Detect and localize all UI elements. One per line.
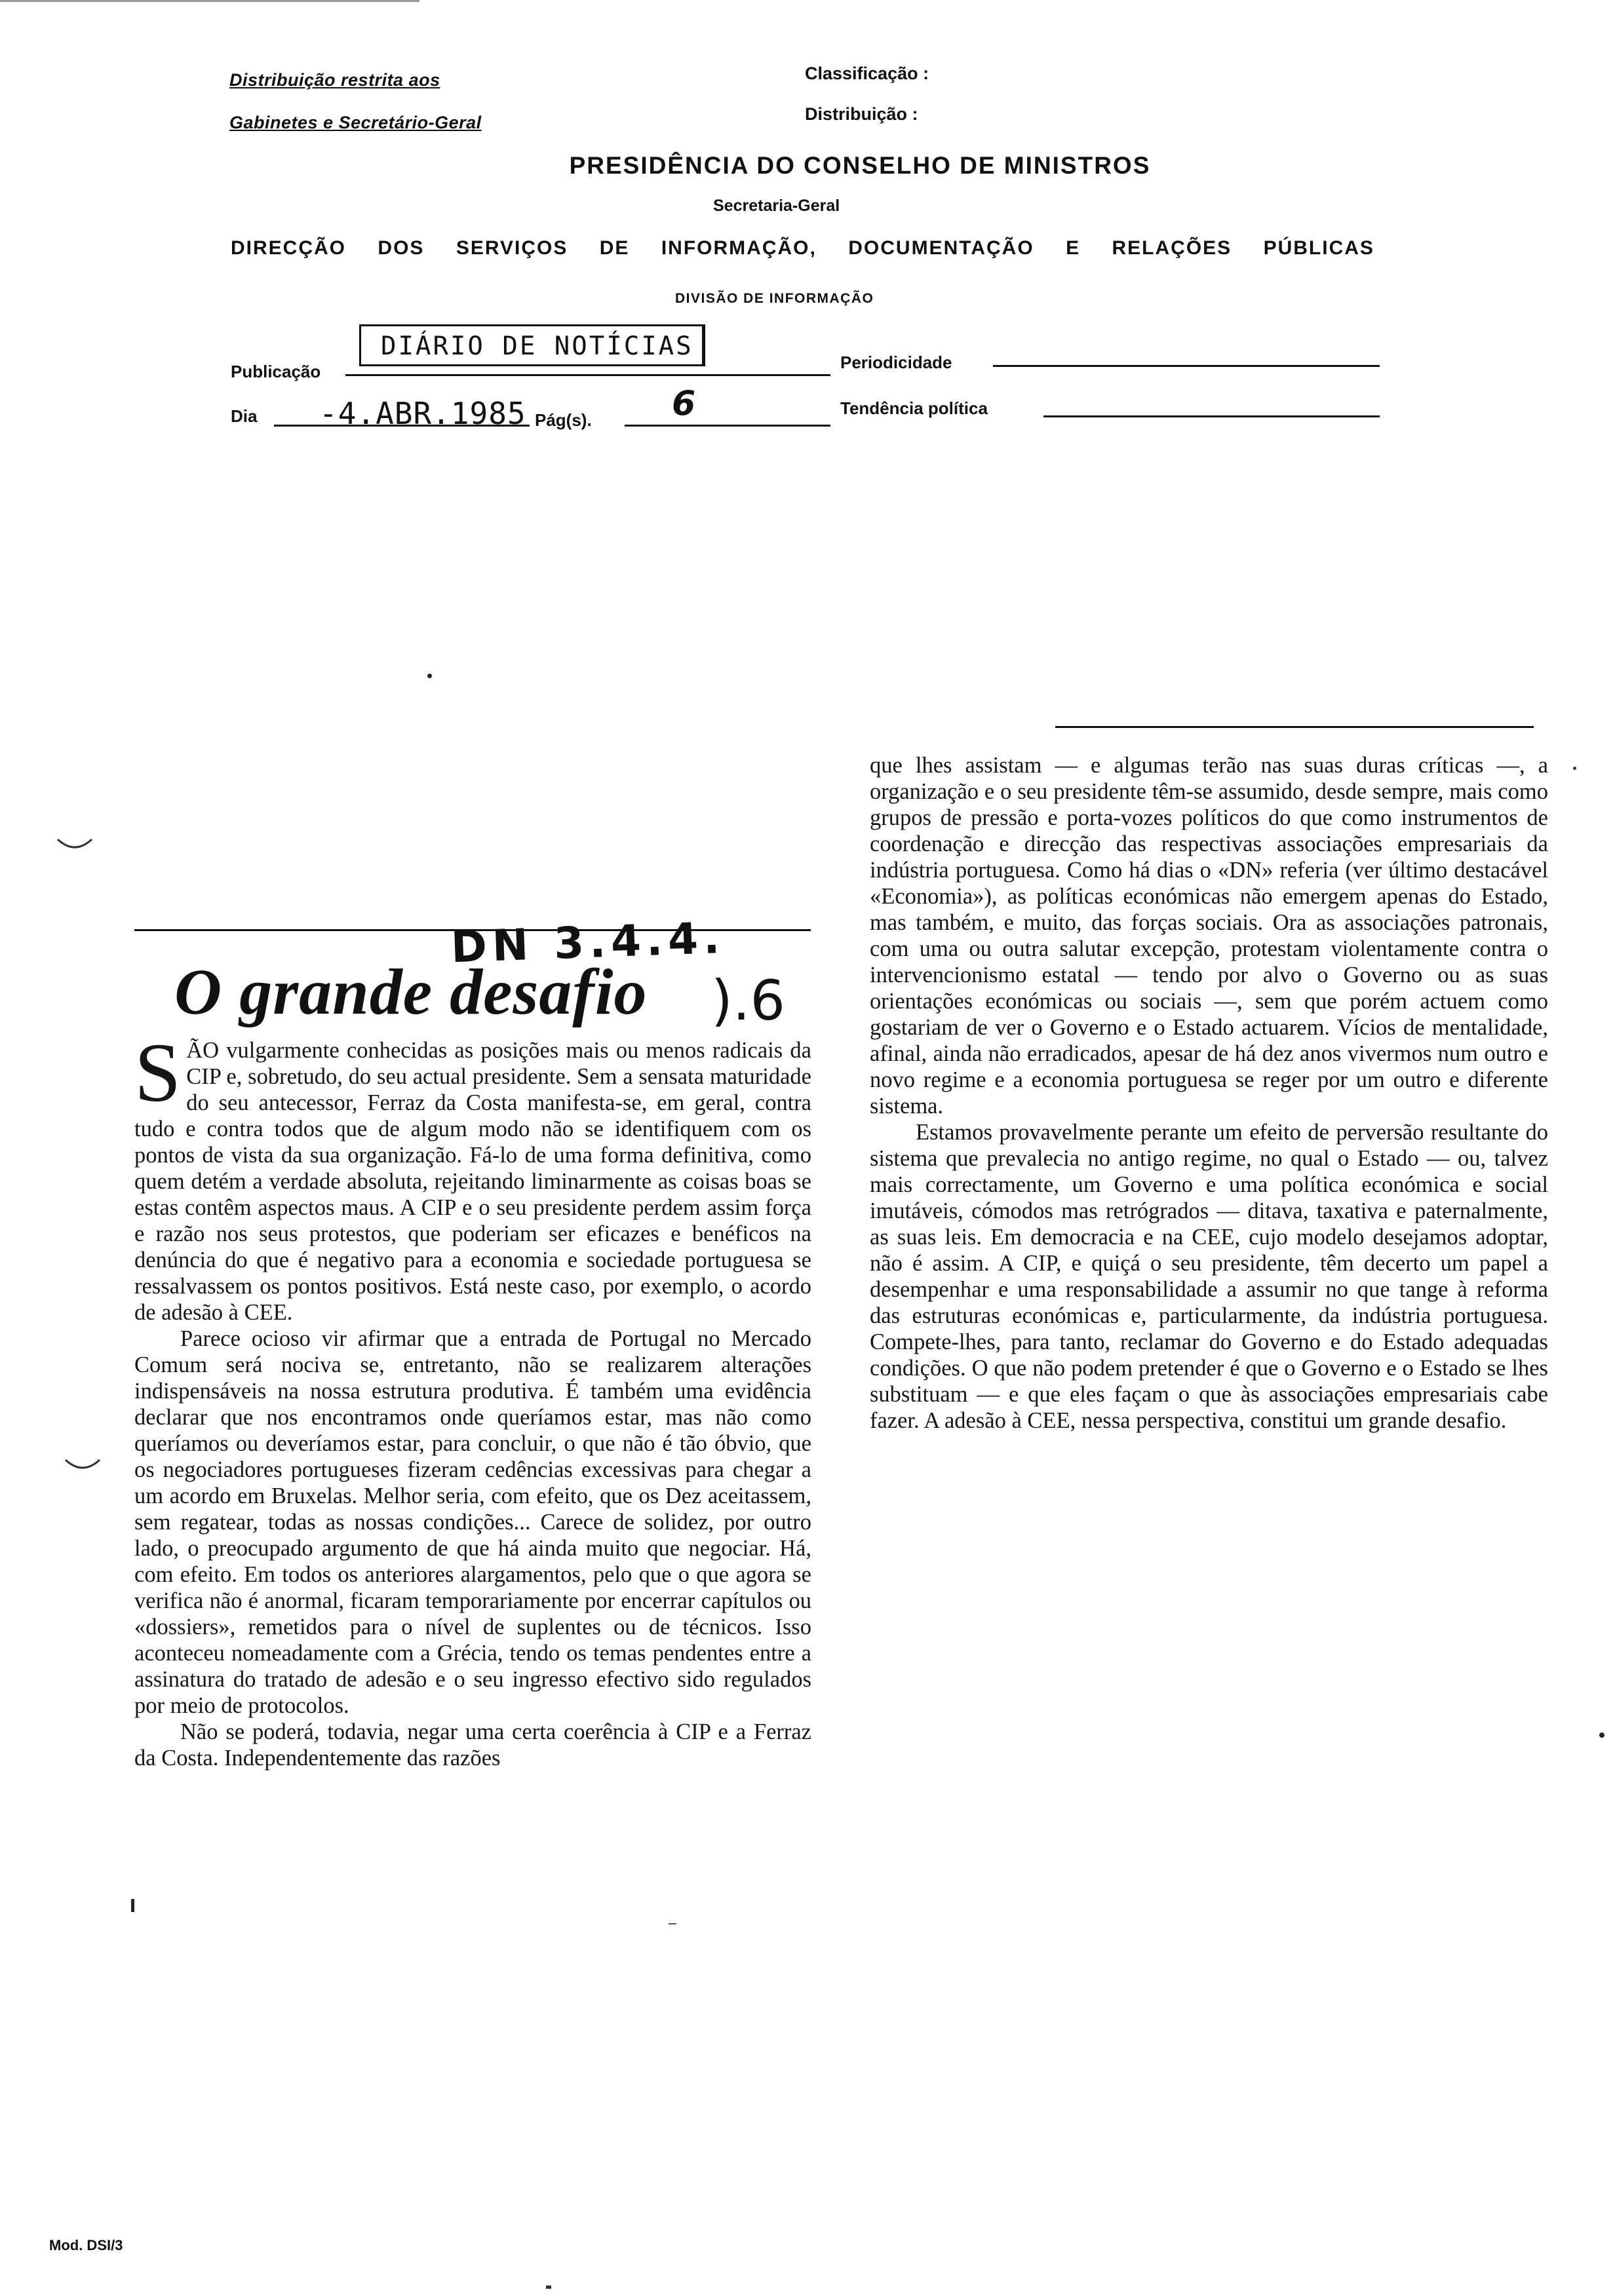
article-paragraph [134, 1026, 811, 1326]
article-paragraph: Parece ocioso vir afirmar que a entrada de Portugal no Mercado Comum será nociva se, entretanto, não se realizarem alterações indispensáveis na nossa estrutura produtiva. É também uma evidência declarar que nos encontramos onde queríamos estar, mas não como queríamos ou deveríamos estar, para concluir, o que não é tão óbvio, que os negociadores portugueses fizeram cedências excessivas para chegar a um acordo em Bruxelas. Melhor seria, com efeito, que os Dez aceitassem, sem regatear, todas as nossas condições... Carece de solidez, por outro lado, o preocupado argumento de que há ainda muito que negociar. Há, com efeito. Em todos os anteriores alargamentos, pelo que o que agora se verifica não é anormal, ficaram temporariamente por encerrar capítulos ou «dossiers», remetidos para o nível de suplentes ou de técnicos. Isso aconteceu nomeadamente com a Grécia, tendo os temas pendentes entre a assinatura do tratado de adesão e o seu ingresso efectivo sido regulados por meio de protocolos. [134, 1326, 811, 1718]
article-paragraph: Não se poderá, todavia, negar uma certa coerência à CIP e a Ferraz da Costa. Independentemente das razões [134, 1719, 811, 1770]
day-label: Dia [231, 406, 258, 426]
department-word: RELAÇÕES [1112, 237, 1232, 259]
publication-label: Publicação [231, 362, 321, 381]
restricted-distribution-line1: Distribuição restrita aos [229, 70, 440, 90]
pages-label: Pág(s). [535, 410, 592, 430]
restricted-distribution-line2: Gabinetes e Secretário-Geral [229, 113, 482, 132]
political-tendency-label: Tendência política [840, 398, 988, 418]
scan-speck [546, 2286, 551, 2289]
department-word: PÚBLICAS [1263, 237, 1374, 259]
article-left-column [134, 1026, 811, 1771]
article-top-rule-right [1055, 726, 1534, 728]
department-word: DIRECÇÃO [231, 237, 347, 259]
scan-speck [669, 1923, 676, 1924]
department-word: DOS [378, 237, 425, 259]
article-paragraph: Estamos provavelmente perante um efeito de perversão resultante do sistema que prevalecia no antigo regime, no qual o Estado — ou, talvez mais correctamente, um Governo e uma política económica e social imutáveis, cómodos mas retrógrados — ditava, taxativa e paternalmente, as suas leis. Em democracia e na CEE, cujo modelo desejamos adoptar, não é assim. A CIP, e quiçá o seu presidente, têm decerto um papel a desempenhar e uma responsabilidade a assumir no que tange à reforma das estruturas económicas e, particularmente, da indústria portuguesa. Compete-lhes, para tanto, reclamar do Governo e do Estado adequadas condições. O que não podem pretender é que o Governo e o Estado se lhes substituam — e que eles façam o que às associações empresariais cabe fazer. A adesão à CEE, nessa perspectiva, constitui um grande desafio. [870, 1120, 1548, 1433]
org-title: PRESIDÊNCIA DO CONSELHO DE MINISTROS [569, 152, 1151, 179]
handwritten-page-mark: ).6 [711, 968, 785, 1033]
org-subtitle: Secretaria-Geral [713, 197, 840, 215]
department-word: E [1066, 237, 1081, 259]
day-stamp: -4.ABR.1985 [319, 396, 526, 431]
form-code: Mod. DSI/3 [49, 2237, 123, 2253]
scan-speck [1599, 1732, 1605, 1738]
scan-speck [427, 674, 432, 678]
classification-label: Classificação : [805, 64, 929, 83]
punch-hole-mark [55, 835, 94, 855]
margin-mark [131, 1899, 134, 1912]
scan-edge-line [0, 0, 419, 2]
department-title [231, 237, 1374, 259]
division-title: DIVISÃO DE INFORMAÇÃO [675, 291, 874, 306]
department-word: SERVIÇOS [456, 237, 568, 259]
scan-speck [1573, 767, 1576, 770]
department-word: DE [599, 237, 630, 259]
department-word: DOCUMENTAÇÃO [848, 237, 1034, 259]
article-paragraph: que lhes assistam — e algumas terão nas suas duras críticas —, a organização e o seu presidente têm-se assumido, desde sempre, mais como grupos de pressão e porta-vozes políticos do que como instrumentos de coordenação e direcção das respectivas associações empresariais da indústria portuguesa. Como há dias o «DN» referia (ver último destacável «Economia»), as políticas económicas não emergem apenas do Estado, mas também, e muito, das forças sociais. Ora as associações patronais, com uma ou outra salutar excepção, protestam violentamente contra o intervencionismo estatal — tendo por alvo o Governo ou as suas orientações económicas ou sociais —, sem que porém actuem como gostariam de ver o Governo e o Estado actuarem. Vícios de mentalidade, afinal, ainda não erradicados, apesar de há dez anos vivermos num outro e novo regime e a economia portuguesa se reger por um outro e diferente sistema. [870, 753, 1548, 1119]
pages-handwritten: 6 [672, 384, 696, 423]
distribution-label: Distribuição : [805, 104, 918, 124]
handwritten-annotation: DN 3.4.4. [450, 912, 726, 973]
article-paragraph-text: ÃO vulgarmente conhecidas as posições mais ou menos radicais da CIP e, sobretudo, do seu actual presidente. Sem a sensata maturidade do seu antecessor, Ferraz da Costa manifesta-se, em geral, contra tudo e contra todos que de algum modo não se identifiquem com os pontos de vista da sua organização. Fá-lo de uma forma definitiva, como quem detém a verdade absoluta, rejeitando liminarmente as coisas boas se estas contêm aspectos maus. A CIP e o seu presidente perdem assim força e razão nos seus protestos, que poderiam ser eficazes e benéficos na denúncia do que é negativo para a economia e sociedade portuguesa se ressalvassem os pontos positivos. Está neste caso, por exemplo, o acordo de adesão à CEE. [134, 1038, 811, 1325]
article-dropcap: S [134, 1026, 182, 1119]
publication-stamp: DIÁRIO DE NOTÍCIAS [359, 324, 705, 366]
periodicity-line [993, 365, 1380, 367]
punch-hole-mark [63, 1456, 102, 1476]
pages-line [625, 425, 830, 427]
article-right-column [870, 752, 1548, 1434]
periodicity-label: Periodicidade [840, 353, 952, 372]
department-word: INFORMAÇÃO, [661, 237, 817, 259]
article-title: O grande desafio [174, 955, 648, 1028]
publication-line [345, 374, 830, 376]
political-tendency-line [1043, 415, 1380, 417]
